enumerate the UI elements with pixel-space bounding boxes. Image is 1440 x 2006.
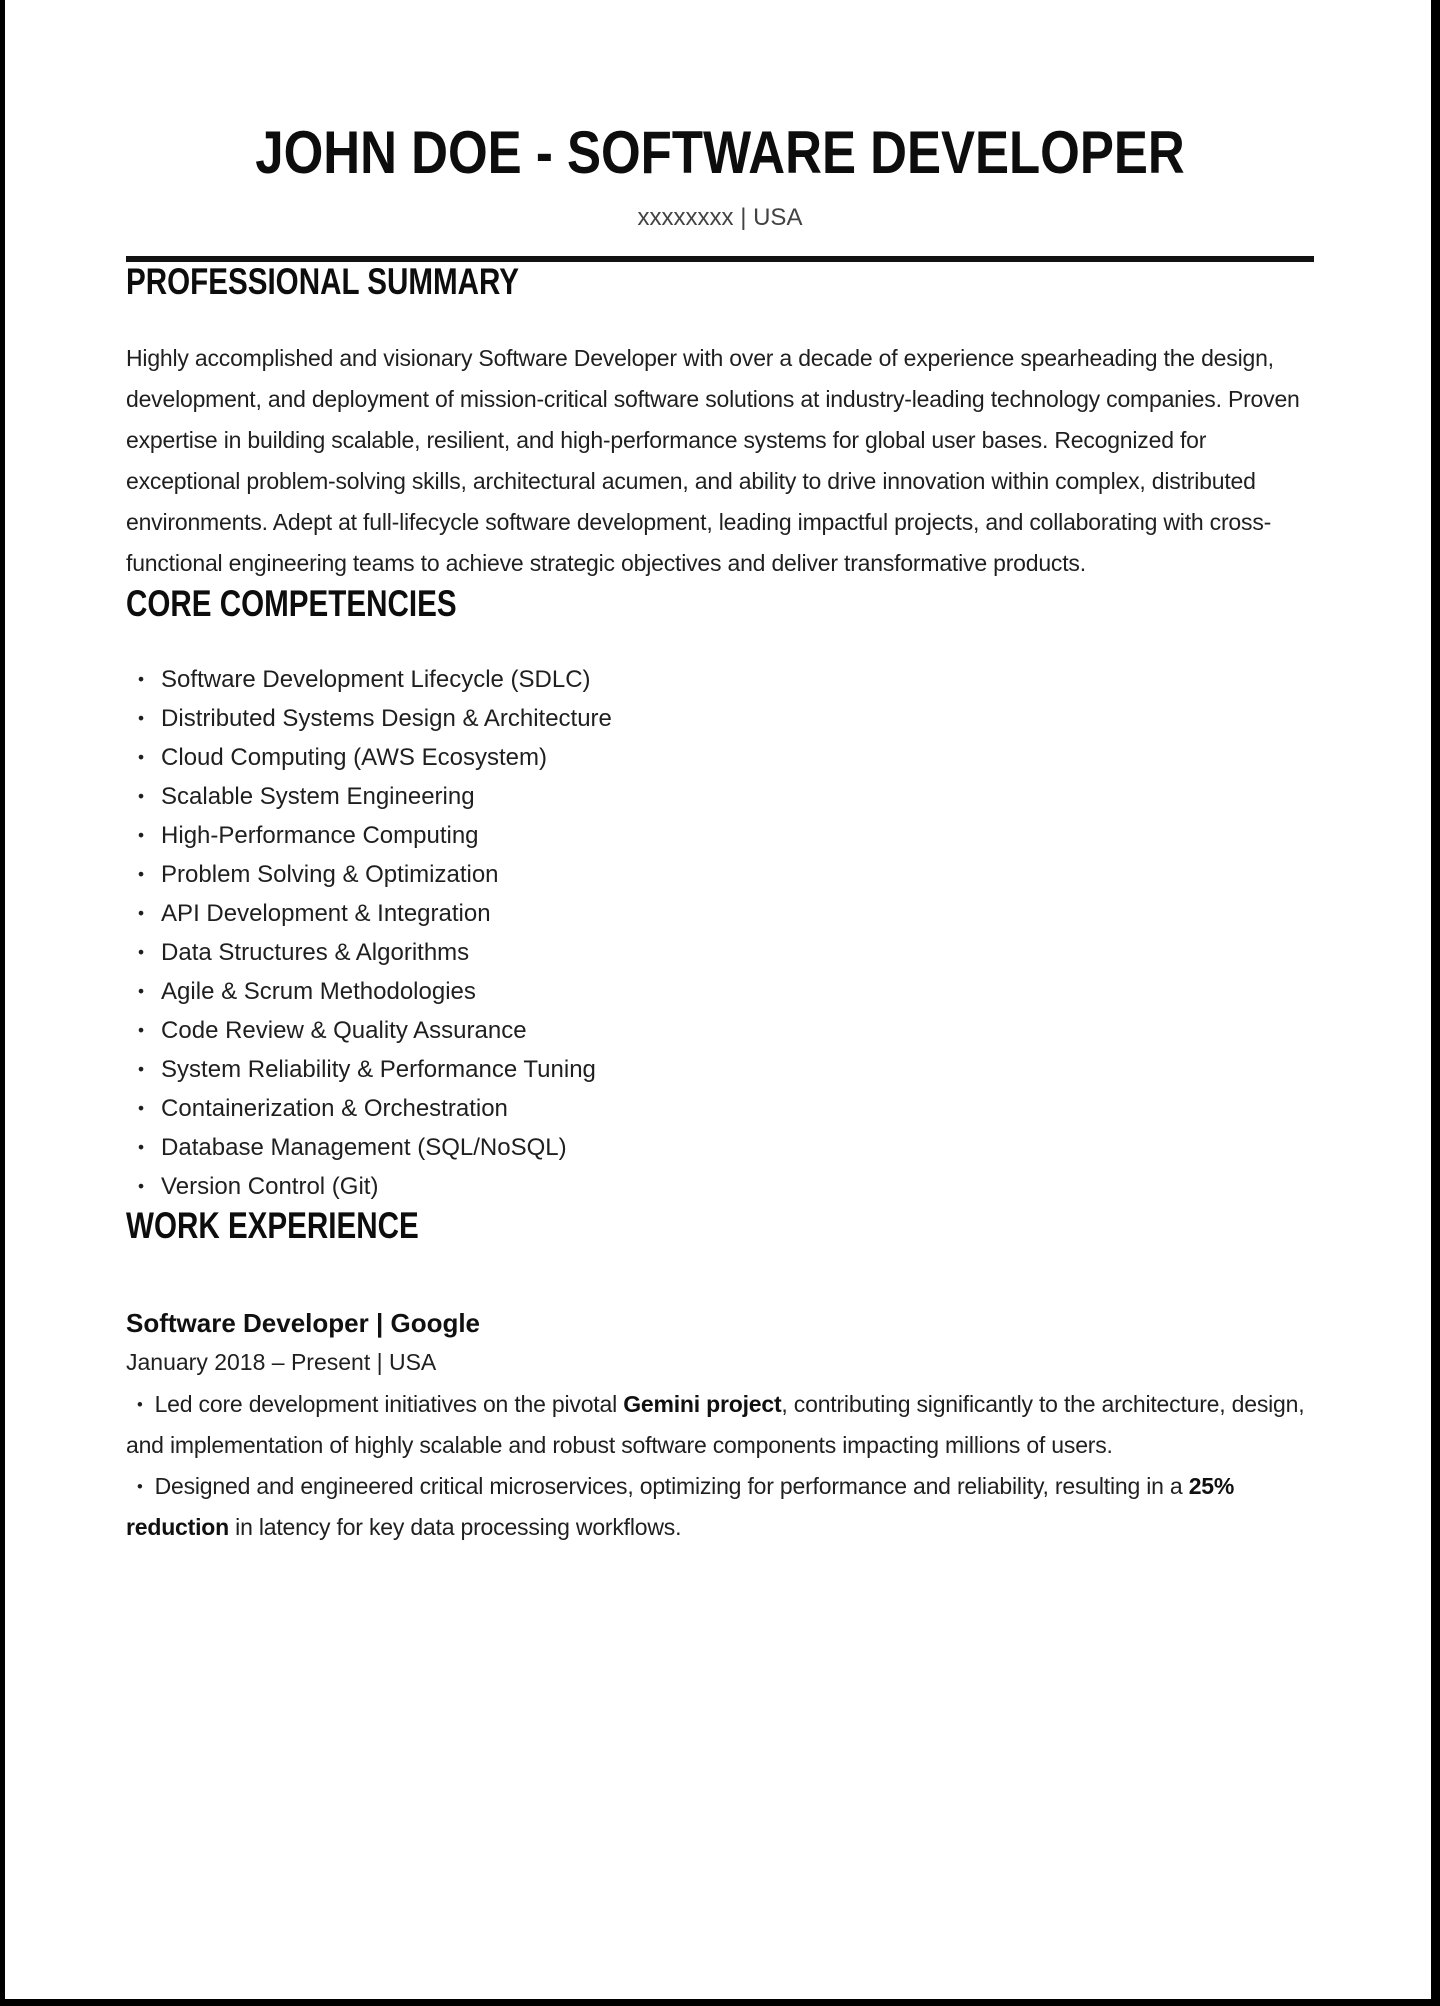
bullet-icon: • — [138, 864, 145, 884]
bullet-icon: • — [138, 1176, 145, 1196]
job-title: Software Developer | Google — [126, 1308, 481, 1338]
list-item-label: Containerization & Orchestration — [161, 1095, 508, 1122]
list-item — [126, 1050, 1314, 1089]
list-item-label: Code Review & Quality Assurance — [161, 1017, 527, 1044]
page-edge-right — [1431, 0, 1440, 2006]
section-heading-competencies: CORE COMPETENCIES — [126, 583, 457, 624]
bullet-item — [126, 1466, 1314, 1548]
contact-line: xxxxxxxx | USA — [637, 204, 803, 231]
list-item-label: Software Development Lifecycle (SDLC) — [161, 666, 591, 693]
list-item-label: Agile & Scrum Methodologies — [161, 978, 476, 1005]
list-item-label: Problem Solving & Optimization — [161, 861, 499, 888]
section-heading-experience: WORK EXPERIENCE — [126, 1205, 419, 1246]
list-item — [126, 1089, 1314, 1128]
list-item — [126, 972, 1314, 1011]
bullet-icon: • — [138, 981, 145, 1001]
summary-paragraph: Highly accomplished and visionary Software Developer with over a decade of experience spearheading the design, development, and deployment of mission-critical software solutions at industry-leading technology companies. Proven expertise in building scalable, resilient, and high-performance systems for global user bases. Recognized for exceptional problem-solving skills, architectural acumen, and ability to drive innovation within complex, distributed environments. Adept at full-lifecycle software development, leading impactful projects, and collaborating with cross-functional engineering teams to achieve strategic objectives and deliver transformative products. — [126, 345, 1300, 576]
bullet-icon: • — [138, 903, 145, 923]
experience-bullet-list — [126, 1384, 1314, 1548]
page-title: JOHN DOE - SOFTWARE DEVELOPER — [255, 119, 1185, 186]
list-item-label: Scalable System Engineering — [161, 783, 475, 810]
bullet-icon: • — [138, 825, 145, 845]
bullet-icon: • — [138, 1137, 145, 1157]
competency-list — [126, 660, 1314, 1206]
bullet-icon: • — [138, 942, 145, 962]
bullet-icon: • — [138, 1098, 145, 1118]
list-item — [126, 777, 1314, 816]
list-item-label: System Reliability & Performance Tuning — [161, 1056, 596, 1083]
list-item-label: High-Performance Computing — [161, 822, 479, 849]
bullet-icon: • — [138, 747, 145, 767]
list-item — [126, 855, 1314, 894]
list-item — [126, 660, 1314, 699]
page-edge-bottom — [0, 1999, 1440, 2006]
list-item — [126, 933, 1314, 972]
bullet-icon: • — [137, 1477, 143, 1496]
list-item — [126, 738, 1314, 777]
list-item-label: Data Structures & Algorithms — [161, 939, 470, 966]
page-edge-left — [0, 0, 5, 2006]
bullet-item — [126, 1384, 1314, 1466]
bullet-item-text: Designed and engineered critical microservices, optimizing for performance and reliability, resulting in a 25% reduction in latency for key data processing workflows. — [126, 1473, 1235, 1540]
list-item-label: API Development & Integration — [161, 900, 491, 927]
bullet-icon: • — [138, 708, 145, 728]
list-item — [126, 894, 1314, 933]
list-item — [126, 1167, 1314, 1206]
list-item-label: Version Control (Git) — [161, 1173, 379, 1200]
bullet-icon: • — [138, 1020, 145, 1040]
bullet-icon: • — [137, 1395, 143, 1414]
section-heading-summary: PROFESSIONAL SUMMARY — [126, 261, 520, 302]
list-item — [126, 699, 1314, 738]
list-item-label: Distributed Systems Design & Architecture — [161, 705, 612, 732]
bullet-item-text: Led core development initiatives on the pivotal Gemini project, contributing significantly to the architecture, design, and implementation of highly scalable and robust software components impacting millions of users. — [126, 1391, 1305, 1458]
list-item — [126, 1128, 1314, 1167]
bullet-icon: • — [138, 669, 145, 689]
list-item-label: Database Management (SQL/NoSQL) — [161, 1134, 567, 1161]
list-item — [126, 1011, 1314, 1050]
bullet-icon: • — [138, 786, 145, 806]
resume-content — [126, 0, 1314, 1548]
list-item — [126, 816, 1314, 855]
list-item-label: Cloud Computing (AWS Ecosystem) — [161, 744, 547, 771]
bullet-icon: • — [138, 1059, 145, 1079]
job-dates: January 2018 – Present | USA — [126, 1349, 437, 1375]
